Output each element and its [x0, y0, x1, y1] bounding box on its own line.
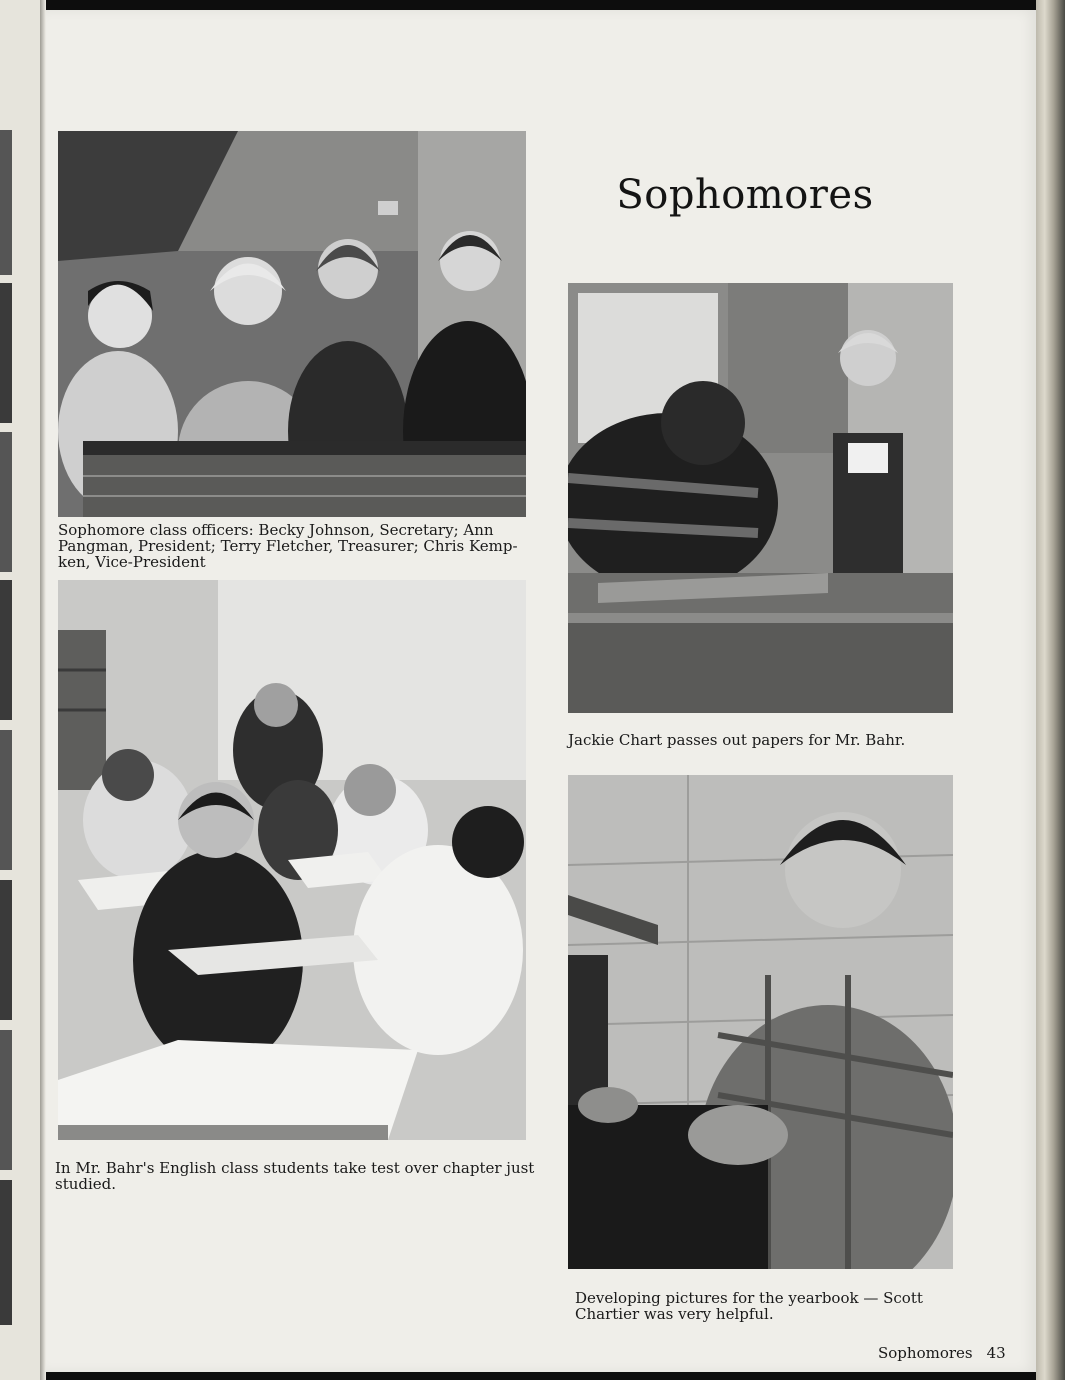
jackie-chart-photo [568, 283, 953, 713]
adjacent-page-thumbnail [0, 283, 12, 423]
class-officers-photo [58, 131, 526, 517]
binding-strip [0, 0, 44, 1380]
footer-section-label: Sophomores [878, 1344, 973, 1362]
adjacent-page-thumbnail [0, 130, 12, 275]
adjacent-page-thumbnail [0, 730, 12, 870]
english-class-photo [58, 580, 526, 1140]
adjacent-page-thumbnail [0, 1030, 12, 1170]
adjacent-page-thumbnail [0, 580, 12, 720]
page-footer [878, 1344, 1020, 1362]
scott-chartier-photo [568, 775, 953, 1269]
page-title: Sophomores [616, 172, 874, 218]
scott-chartier-caption: Developing pictures for the yearbook — Scott Chartier was very helpful. [575, 1289, 923, 1323]
page-number: 43 [986, 1344, 1006, 1362]
class-officers-caption: Sophomore class officers: Becky Johnson, Secretary; Ann Pangman, President; Terry Fletcher, Treasurer; Chris Kemp- ken, Vice-President [58, 521, 518, 571]
page-edge-right [1036, 0, 1065, 1380]
english-class-caption: In Mr. Bahr's English class students take test over chapter just studied. [55, 1159, 535, 1193]
adjacent-page-thumbnail [0, 880, 12, 1020]
jackie-chart-caption: Jackie Chart passes out papers for Mr. Bahr. [568, 731, 906, 749]
adjacent-page-thumbnail [0, 1180, 12, 1325]
adjacent-page-thumbnail [0, 432, 12, 572]
